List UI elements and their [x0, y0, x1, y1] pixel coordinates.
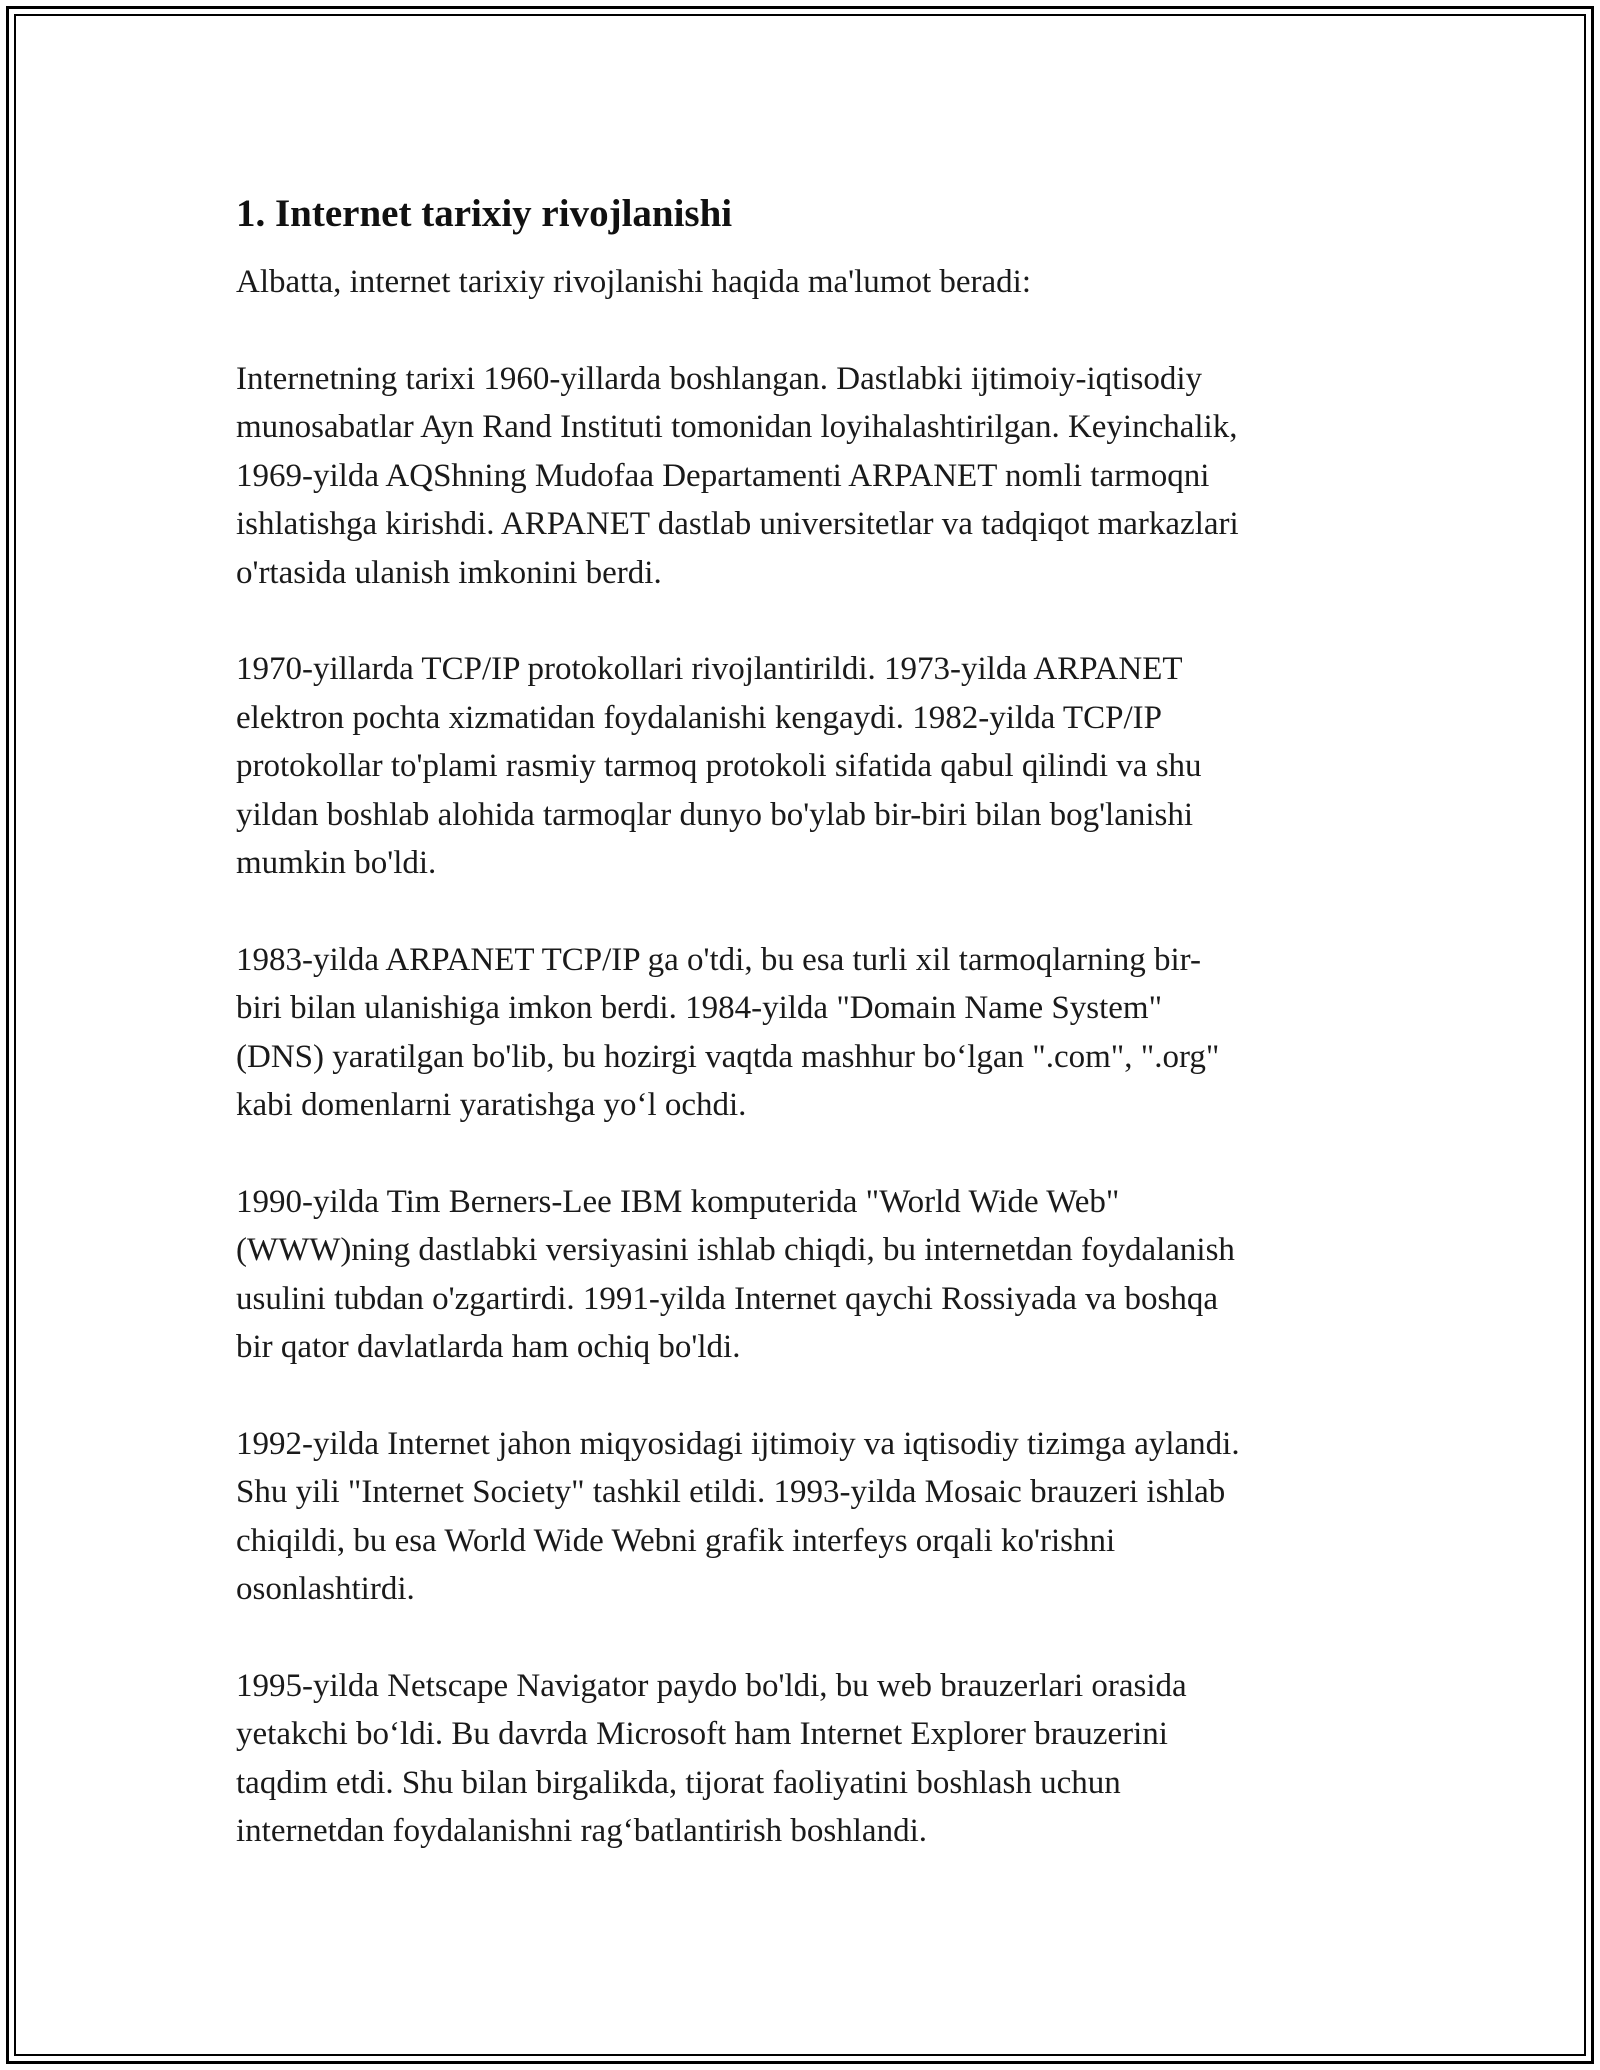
paragraph-line: biri bilan ulanishiga imkon berdi. 1984-yilda "Domain Name System" — [236, 990, 1163, 1026]
paragraph-line: 1970-yillarda TCP/IP protokollari rivojlantirildi. 1973-yilda ARPANET — [236, 651, 1183, 687]
body-paragraph — [236, 645, 1366, 888]
paragraph-line: Internetning tarixi 1960-yillarda boshlangan. Dastlabki ijtimoiy-iqtisodiy — [236, 360, 1202, 397]
paragraph-line: mumkin bo'ldi. — [236, 845, 437, 881]
paragraph-line: 1969-yilda AQShning Mudofaa Departamenti ARPANET nomli tarmoqni — [236, 457, 1210, 494]
paragraph-line: protokollar to'plami rasmiy tarmoq protokoli sifatida qabul qilindi va shu — [236, 748, 1202, 784]
paragraph-line: internetdan foydalanishni rag‘batlantirish boshlandi. — [236, 1813, 927, 1849]
paragraph-line: yildan boshlab alohida tarmoqlar dunyo bo'ylab bir-biri bilan bog'lanishi — [236, 796, 1194, 833]
paragraph-line: Shu yili "Internet Society" tashkil etildi. 1993-yilda Mosaic brauzeri ishlab — [236, 1474, 1226, 1510]
paragraph-line: osonlashtirdi. — [236, 1571, 415, 1607]
paragraph-line: munosabatlar Ayn Rand Instituti tomonidan loyihalashtirilgan. Keyinchalik, — [236, 409, 1238, 445]
paragraph-line: bir qator davlatlarda ham ochiq bo'ldi. — [236, 1329, 741, 1365]
paragraph-line: 1995-yilda Netscape Navigator paydo bo'ldi, bu web brauzerlari orasida — [236, 1667, 1187, 1704]
paragraph-line: kabi domenlarni yaratishga yo‘l ochdi. — [236, 1087, 747, 1123]
document-body — [236, 186, 1366, 1904]
paragraph-line: (WWW)ning dastlabki versiyasini ishlab chiqdi, bu internetdan foydalanish — [236, 1232, 1235, 1268]
body-paragraph — [236, 1178, 1366, 1372]
intro-paragraph: Albatta, internet tarixiy rivojlanishi haqida ma'lumot beradi: — [236, 264, 1031, 300]
body-paragraph — [236, 1420, 1366, 1614]
paragraph-line: 1990-yilda Tim Berners-Lee IBM komputerida "World Wide Web" — [236, 1183, 1120, 1220]
paragraph-line: elektron pochta xizmatidan foydalanishi kengaydi. 1982-yilda TCP/IP — [236, 699, 1162, 736]
paragraph-list — [236, 355, 1366, 1856]
body-paragraph — [236, 1662, 1366, 1856]
paragraph-line: o'rtasida ulanish imkonini berdi. — [236, 554, 662, 591]
paragraph-line: usulini tubdan o'zgartirdi. 1991-yilda Internet qaychi Rossiyada va boshqa — [236, 1280, 1218, 1317]
body-paragraph — [236, 355, 1366, 598]
paragraph-line: 1992-yilda Internet jahon miqyosidagi ijtimoiy va iqtisodiy tizimga aylandi. — [236, 1425, 1240, 1462]
paragraph-line: yetakchi bo‘ldi. Bu davrda Microsoft ham Internet Explorer brauzerini — [236, 1716, 1168, 1752]
paragraph-line: (DNS) yaratilgan bo'lib, bu hozirgi vaqtda mashhur bo‘lgan ".com", ".org" — [236, 1038, 1220, 1075]
body-paragraph — [236, 936, 1366, 1130]
paragraph-line: 1983-yilda ARPANET TCP/IP ga o'tdi, bu esa turli xil tarmoqlarning bir- — [236, 941, 1201, 978]
paragraph-line: taqdim etdi. Shu bilan birgalikda, tijorat faoliyatini boshlash uchun — [236, 1764, 1121, 1801]
section-heading: 1. Internet tarixiy rivojlanishi — [236, 192, 733, 235]
paragraph-line: chiqildi, bu esa World Wide Webni grafik interfeys orqali ko'rishni — [236, 1522, 1116, 1559]
paragraph-line: ishlatishga kirishdi. ARPANET dastlab universitetlar va tadqiqot markazlari — [236, 506, 1239, 542]
